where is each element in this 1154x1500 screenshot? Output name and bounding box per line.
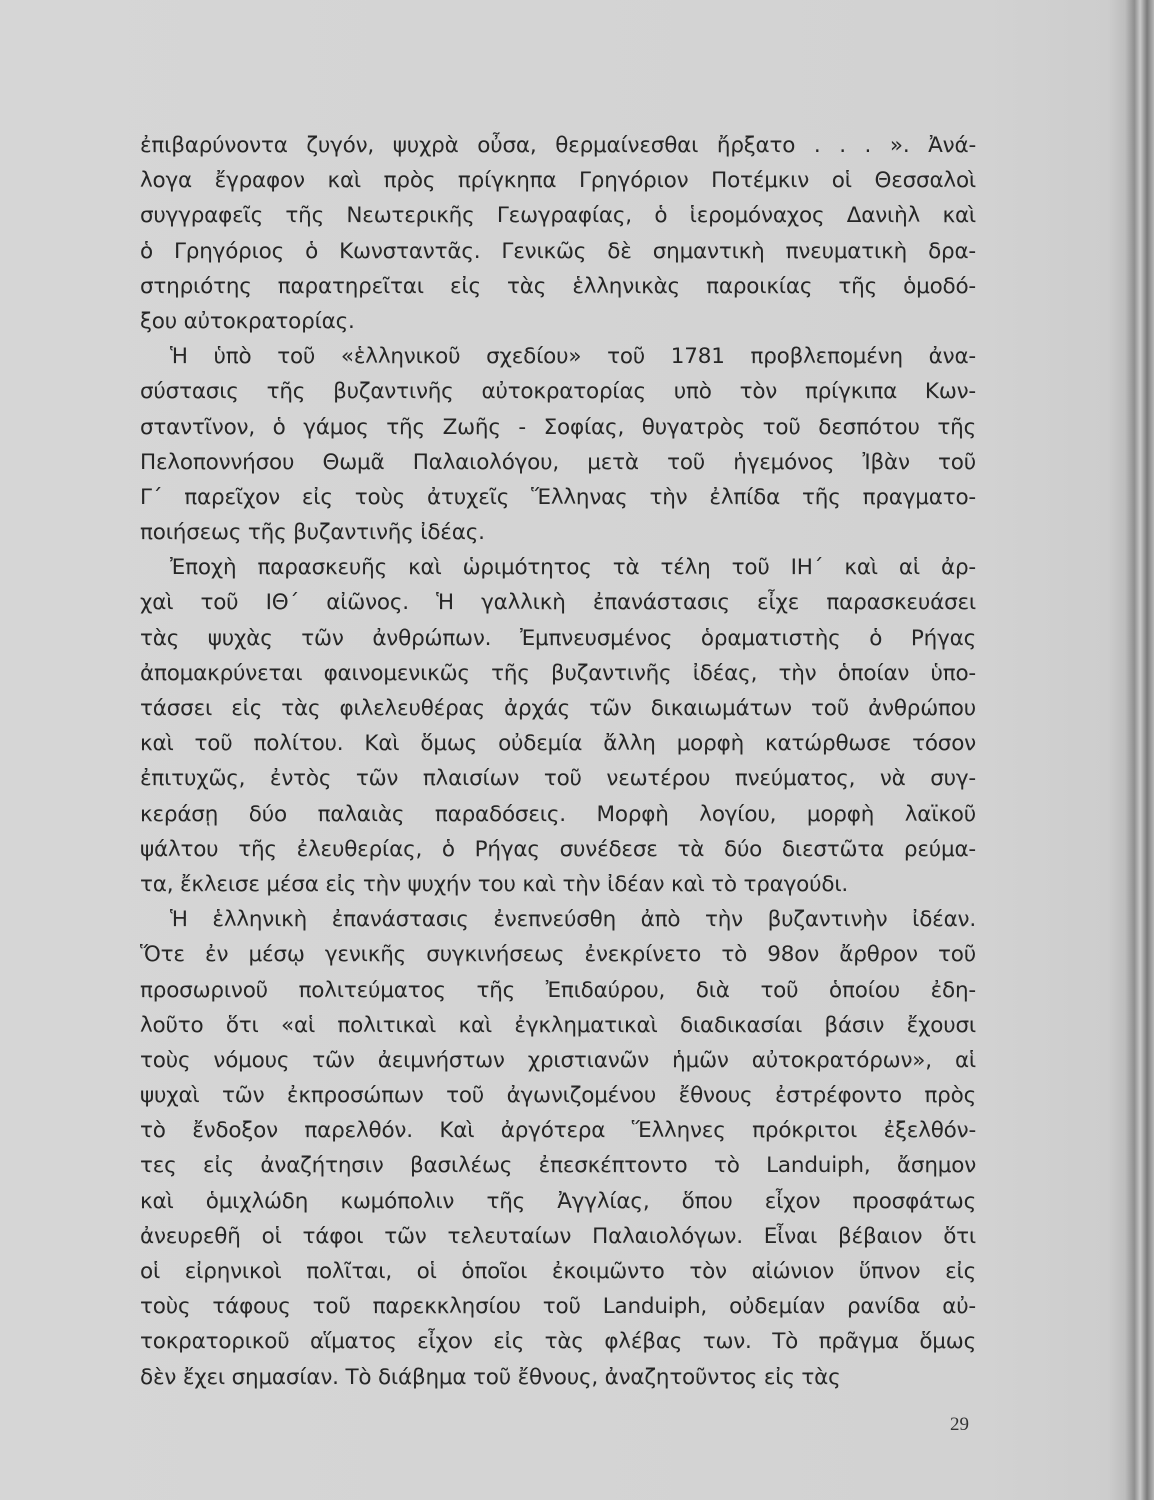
text-line: τάσσει εἰς τὰς φιλελευθέρας ἀρχάς τῶν δικαιωμάτων τοῦ ἀνθρώπου [140, 696, 976, 721]
text-line: δὲν ἔχει σημασίαν. Τὸ διάβημα τοῦ ἔθνους, ἀναζητοῦντος εἰς τὰς [140, 1364, 841, 1390]
text-line: προσωρινοῦ πολιτεύματος τῆς Ἐπιδαύρου, διὰ τοῦ ὁποίου ἐδη- [140, 977, 976, 1003]
text-line: τοὺς τάφους τοῦ παρεκκλησίου τοῦ Landuiph, οὐδεμίαν ρανίδα αὐ- [140, 1294, 976, 1320]
text-line: τοὺς νόμους τῶν ἀειμνήστων χριστιανῶν ἡμῶν αὐτοκρατόρων», αἱ [140, 1047, 976, 1073]
text-line: λογα ἔγραφον καὶ πρὸς πρίγκηπα Γρηγόριον Ποτέμκιν οἱ Θεσσαλοὶ [140, 168, 976, 194]
paragraph [140, 339, 976, 550]
text-line: Ἡ ὑπὸ τοῦ «ἑλληνικοῦ σχεδίου» τοῦ 1781 προβλεπομένη ἀνα- [170, 344, 976, 370]
text-line: τὰς ψυχὰς τῶν ἀνθρώπων. Ἐμπνευσμένος ὁραματιστὴς ὁ Ρήγας [140, 625, 976, 651]
text-line: ἐπιβαρύνοντα ζυγόν, ψυχρὰ οὖσα, θερμαίνεσθαι ἤρξατο . . . ». Ἀνά- [140, 133, 976, 158]
text-line: τα, ἔκλεισε μέσα εἰς τὴν ψυχήν του καὶ τὴν ἰδέαν καὶ τὸ τραγούδι. [140, 871, 849, 897]
text-line: Γ΄ παρεῖχον εἰς τοὺς ἀτυχεῖς Ἕλληνας τὴν ἐλπίδα τῆς πραγματο- [140, 484, 976, 510]
paragraph [140, 550, 976, 902]
text-line: Πελοποννήσου Θωμᾶ Παλαιολόγου, μετὰ τοῦ ἡγεμόνος Ἰβὰν τοῦ [140, 449, 976, 475]
text-line: ὁ Γρηγόριος ὁ Κωνσταντᾶς. Γενικῶς δὲ σημαντικὴ πνευματικὴ δρα- [140, 238, 976, 264]
text-line: σύστασις τῆς βυζαντινῆς αὐτοκρατορίας υπὸ τὸν πρίγκιπα Κων- [140, 379, 976, 405]
text-line: ξου αὐτοκρατορίας. [140, 308, 355, 334]
text-line: κεράσῃ δύο παλαιὰς παραδόσεις. Μορφὴ λογίου, μορφὴ λαϊκοῦ [140, 801, 976, 827]
text-line: τες εἰς ἀναζήτησιν βασιλέως ἐπεσκέπτοντο τὸ Landuiph, ἄσημον [140, 1153, 976, 1179]
text-line: σταντῖνον, ὁ γάμος τῆς Ζωῆς - Σοφίας, θυγατρὸς τοῦ δεσπότου τῆς [140, 414, 976, 440]
text-line: ποιήσεως τῆς βυζαντινῆς ἰδέας. [140, 520, 485, 546]
paragraph [140, 128, 976, 339]
text-line: οἱ εἰρηνικοὶ πολῖται, οἱ ὁποῖοι ἐκοιμῶντο τὸν αἰώνιον ὕπνον εἰς [140, 1259, 976, 1284]
text-line: ἀνευρεθῆ οἱ τάφοι τῶν τελευταίων Παλαιολόγων. Εἶναι βέβαιον ὅτι [140, 1223, 976, 1249]
text-line: στηριότης παρατηρεῖται εἰς τὰς ἑλληνικὰς παροικίας τῆς ὁμοδό- [140, 273, 976, 299]
text-line: ἐπιτυχῶς, ἐντὸς τῶν πλαισίων τοῦ νεωτέρου πνεύματος, νὰ συγ- [140, 766, 976, 792]
text-line: καὶ τοῦ πολίτου. Καὶ ὅμως οὐδεμία ἄλλη μορφὴ κατώρθωσε τόσον [140, 731, 976, 757]
text-line: Ἡ ἑλληνικὴ ἐπανάστασις ἐνεπνεύσθη ἀπὸ τὴν βυζαντινὴν ἰδέαν. [170, 907, 976, 933]
body-text [140, 128, 976, 1395]
paragraph [140, 902, 976, 1395]
text-line: τὸ ἔνδοξον παρελθόν. Καὶ ἀργότερα Ἕλληνες πρόκριτοι ἐξελθόν- [140, 1118, 976, 1144]
text-line: χαὶ τοῦ ΙΘ΄ αἰῶνος. Ἡ γαλλικὴ ἐπανάστασις εἶχε παρασκευάσει [140, 590, 976, 616]
text-line: τοκρατορικοῦ αἵματος εἶχον εἰς τὰς φλέβας των. Τὸ πρᾶγμα ὅμως [140, 1329, 976, 1355]
text-line: Ὅτε ἐν μέσῳ γενικῆς συγκινήσεως ἐνεκρίνετο τὸ 98ον ἄρθρον τοῦ [140, 942, 976, 968]
text-line: καὶ ὁμιχλώδη κωμόπολιν τῆς Ἀγγλίας, ὅπου εἶχον προσφάτως [140, 1188, 976, 1214]
text-line: Ἐποχὴ παρασκευῆς καὶ ὡριμότητος τὰ τέλη τοῦ ΙΗ΄ καὶ αἱ ἀρ- [170, 555, 976, 581]
text-line: ψυχαὶ τῶν ἐκπροσώπων τοῦ ἀγωνιζομένου ἔθνους ἐστρέφοντο πρὸς [140, 1083, 976, 1109]
text-line: συγγραφεῖς τῆς Νεωτερικῆς Γεωγραφίας, ὁ ἱερομόναχος Δανιὴλ καὶ [140, 203, 976, 229]
page-number: 29 [950, 1414, 969, 1435]
text-line: ψάλτου τῆς ἐλευθερίας, ὁ Ρήγας συνέδεσε τὰ δύο διεστῶτα ρεύμα- [140, 836, 976, 862]
text-line: λοῦτο ὅτι «αἱ πολιτικαὶ καὶ ἐγκληματικαὶ διαδικασίαι βάσιν ἔχουσι [140, 1012, 976, 1038]
text-line: ἀπομακρύνεται φαινομενικῶς τῆς βυζαντινῆς ἰδέας, τὴν ὁποίαν ὑπο- [140, 660, 976, 686]
